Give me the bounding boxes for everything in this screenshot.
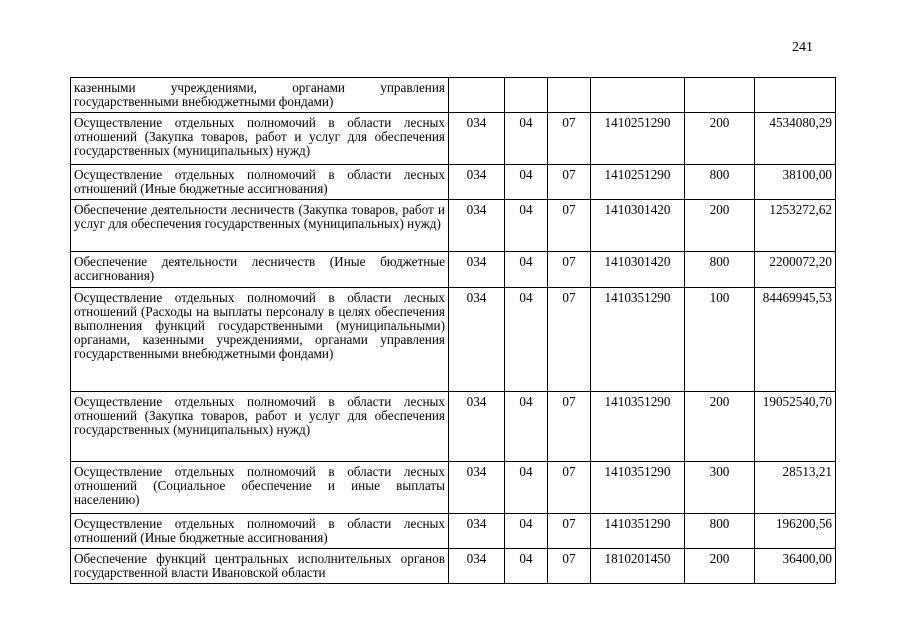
expense-type-cell: 300 — [685, 462, 755, 514]
admin-code-cell: 034 — [449, 113, 505, 165]
sum-cell: 1253272,62 — [755, 200, 836, 252]
expense-name: Обеспечение деятельности лесничеств (Иные бюджетные ассигнования) — [74, 254, 445, 283]
expense-name-cell — [71, 200, 449, 252]
admin-code-cell: 034 — [449, 514, 505, 549]
expense-name: Обеспечение функций центральных исполнительных органов государственной власти Ивановской области — [74, 551, 445, 580]
section-code-cell: 04 — [505, 514, 548, 549]
subsection-code-cell: 07 — [548, 392, 591, 462]
target-code-cell: 1410351290 — [591, 514, 685, 549]
target-code-cell: 1410351290 — [591, 288, 685, 392]
subsection-code-cell — [548, 78, 591, 113]
sum-cell — [755, 78, 836, 113]
table-row — [71, 392, 836, 462]
sum-cell: 2200072,20 — [755, 252, 836, 288]
subsection-code-cell: 07 — [548, 252, 591, 288]
admin-code-cell: 034 — [449, 549, 505, 584]
expense-name-cell — [71, 392, 449, 462]
expense-type-cell: 800 — [685, 165, 755, 200]
target-code-cell: 1410351290 — [591, 392, 685, 462]
expense-name-cell — [71, 514, 449, 549]
table-row — [71, 252, 836, 288]
table-row — [71, 113, 836, 165]
subsection-code-cell: 07 — [548, 549, 591, 584]
expense-type-cell: 100 — [685, 288, 755, 392]
section-code-cell: 04 — [505, 113, 548, 165]
expense-name-cell — [71, 165, 449, 200]
sum-cell: 84469945,53 — [755, 288, 836, 392]
expense-type-cell: 800 — [685, 514, 755, 549]
expense-name: Осуществление отдельных полномочий в области лесных отношений (Социальное обеспечение и иные выплаты населению) — [74, 464, 445, 507]
table-row — [71, 549, 836, 584]
expense-name: Осуществление отдельных полномочий в области лесных отношений (Закупка товаров, работ и услуг для обеспечения государственных (муниципальных) нужд) — [74, 115, 445, 158]
page-number: 241 — [792, 40, 813, 55]
sum-cell: 19052540,70 — [755, 392, 836, 462]
sum-cell: 4534080,29 — [755, 113, 836, 165]
expense-name-cell — [71, 78, 449, 113]
sum-cell: 38100,00 — [755, 165, 836, 200]
table-row — [71, 514, 836, 549]
table-row — [71, 78, 836, 113]
subsection-code-cell: 07 — [548, 462, 591, 514]
expense-name: казенными учреждениями, органами управления государственными внебюджетными фондами) — [74, 80, 445, 109]
table-row — [71, 288, 836, 392]
target-code-cell: 1410251290 — [591, 113, 685, 165]
expense-name-cell — [71, 549, 449, 584]
sum-cell: 36400,00 — [755, 549, 836, 584]
expense-type-cell — [685, 78, 755, 113]
subsection-code-cell: 07 — [548, 288, 591, 392]
target-code-cell: 1410301420 — [591, 252, 685, 288]
sum-cell: 28513,21 — [755, 462, 836, 514]
expense-type-cell: 200 — [685, 549, 755, 584]
expense-name: Осуществление отдельных полномочий в области лесных отношений (Иные бюджетные ассигнования) — [74, 167, 445, 196]
section-code-cell: 04 — [505, 165, 548, 200]
subsection-code-cell: 07 — [548, 165, 591, 200]
section-code-cell — [505, 78, 548, 113]
target-code-cell: 1410301420 — [591, 200, 685, 252]
admin-code-cell: 034 — [449, 165, 505, 200]
budget-table — [70, 77, 836, 584]
admin-code-cell: 034 — [449, 392, 505, 462]
expense-name: Осуществление отдельных полномочий в области лесных отношений (Иные бюджетные ассигнования) — [74, 516, 445, 545]
section-code-cell: 04 — [505, 462, 548, 514]
table-row — [71, 200, 836, 252]
admin-code-cell: 034 — [449, 462, 505, 514]
expense-type-cell: 800 — [685, 252, 755, 288]
expense-type-cell: 200 — [685, 392, 755, 462]
table-row — [71, 165, 836, 200]
expense-name: Осуществление отдельных полномочий в области лесных отношений (Закупка товаров, работ и услуг для обеспечения государственных (муниципальных) нужд) — [74, 394, 445, 437]
expense-name: Обеспечение деятельности лесничеств (Закупка товаров, работ и услуг для обеспечения государственных (муниципальных) нужд) — [74, 202, 445, 231]
subsection-code-cell: 07 — [548, 200, 591, 252]
target-code-cell: 1410351290 — [591, 462, 685, 514]
subsection-code-cell: 07 — [548, 514, 591, 549]
expense-type-cell: 200 — [685, 200, 755, 252]
sum-cell: 196200,56 — [755, 514, 836, 549]
admin-code-cell: 034 — [449, 252, 505, 288]
expense-name-cell — [71, 113, 449, 165]
expense-name-cell — [71, 252, 449, 288]
table-row — [71, 462, 836, 514]
subsection-code-cell: 07 — [548, 113, 591, 165]
expense-name-cell — [71, 288, 449, 392]
expense-name: Осуществление отдельных полномочий в области лесных отношений (Расходы на выплаты персоналу в целях обеспечения выполнения функций государственными (муниципальными) органами, казенными учреждениями, органами управления государственными внебюджетными фондами) — [74, 290, 445, 361]
section-code-cell: 04 — [505, 549, 548, 584]
target-code-cell — [591, 78, 685, 113]
target-code-cell: 1810201450 — [591, 549, 685, 584]
section-code-cell: 04 — [505, 288, 548, 392]
admin-code-cell: 034 — [449, 288, 505, 392]
section-code-cell: 04 — [505, 392, 548, 462]
admin-code-cell: 034 — [449, 200, 505, 252]
target-code-cell: 1410251290 — [591, 165, 685, 200]
expense-type-cell: 200 — [685, 113, 755, 165]
expense-name-cell — [71, 462, 449, 514]
admin-code-cell — [449, 78, 505, 113]
section-code-cell: 04 — [505, 252, 548, 288]
section-code-cell: 04 — [505, 200, 548, 252]
